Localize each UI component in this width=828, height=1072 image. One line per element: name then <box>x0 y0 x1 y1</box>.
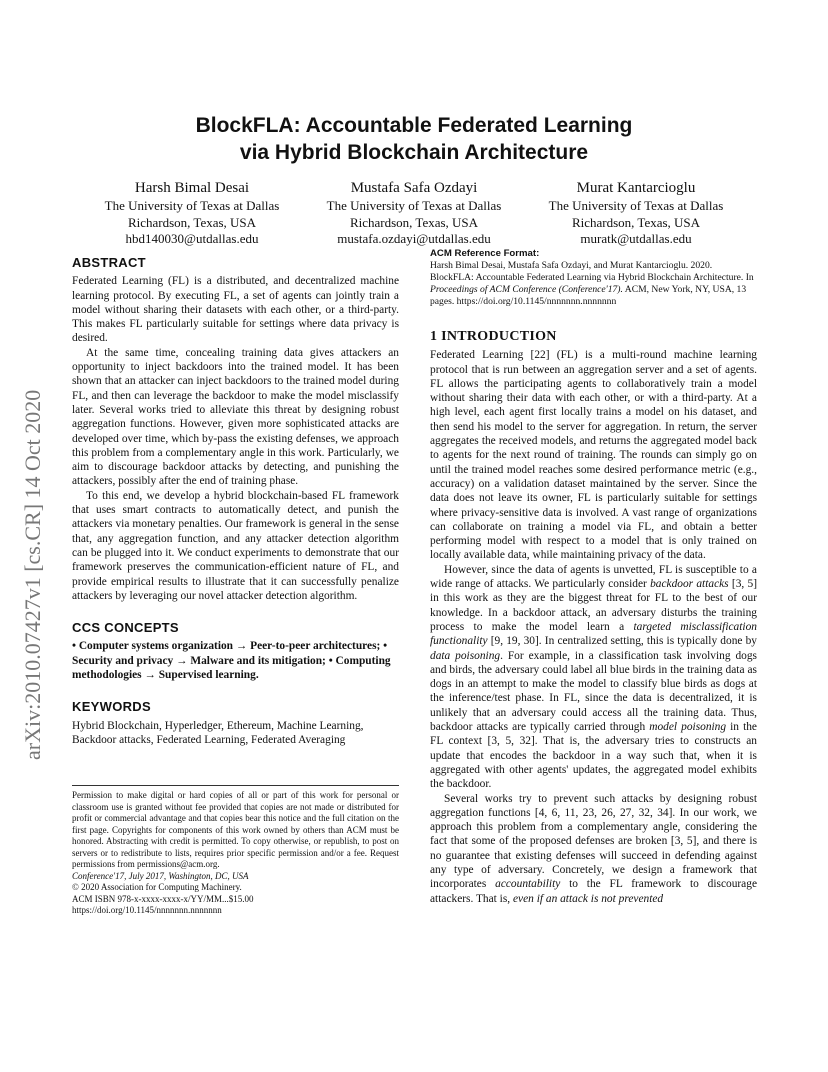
conference-info: Conference'17, July 2017, Washington, DC, USA <box>72 870 249 881</box>
isbn: ACM ISBN 978-x-xxxx-xxxx-x/YY/MM...$15.00 <box>72 893 254 904</box>
footnote <box>72 785 399 917</box>
abstract-heading: ABSTRACT <box>72 255 146 270</box>
abstract-paragraph-2: At the same time, concealing training data gives attackers an opportunity to inject backdoors into the trained model. It has been shown that an attacker can inject backdoors to the trained model during FL, and then can leverage the backdoor to make the model misclassify later. Several works tried to alleviate this threat by designing robust aggregation functions. However, given more sophisticated attacks are developed over time, which by-pass the existing defenses, we approach this problem from a complementary angle in this work. Particularly, we aim to discourage backdoor attacks by detecting, and punishing the attackers, possibly after the end of training phase. <box>72 346 399 488</box>
doi-link[interactable]: https://doi.org/10.1145/nnnnnnn.nnnnnnn <box>72 905 222 916</box>
author-3 <box>516 178 756 248</box>
intro-emphasis: even if an attack is not prevented <box>512 892 664 905</box>
keywords-list: Hybrid Blockchain, Hyperledger, Ethereum, Machine Learning, Backdoor attacks, Federated Learning, Federated Averaging <box>72 719 364 746</box>
copyright-notice: © 2020 Association for Computing Machinery. <box>72 882 242 893</box>
intro-text: to the FL framework to discourage attackers. That is, <box>430 878 757 905</box>
intro-text: . For example, in a classification task involving dogs and birds, the adversary could label all blue birds in the training data as dogs in an attempt to make the model to classify blue birds as dogs at the inference/test phase. In FL, since the data is decentralized, it is unlikely that an adversary could access all the training data. Thus, backdoor attacks are typically carried through <box>430 649 757 734</box>
author-affiliation: The University of Texas at Dallas <box>104 198 280 213</box>
author-affiliation: The University of Texas at Dallas <box>326 198 502 213</box>
right-column <box>430 248 757 906</box>
intro-emphasis: backdoor attacks <box>650 578 729 591</box>
reference-proceedings: Proceedings of ACM Conference (Conference'17). <box>430 284 623 295</box>
title-line-2: via Hybrid Blockchain Architecture <box>239 141 589 164</box>
left-column <box>72 256 399 917</box>
author-location: Richardson, Texas, USA <box>349 214 479 230</box>
author-email[interactable]: mustafa.ozdayi@utdallas.edu <box>337 231 491 246</box>
intro-paragraph-3 <box>430 792 757 906</box>
intro-paragraph-2 <box>430 563 757 792</box>
paper-title <box>0 112 828 166</box>
abstract-paragraph-1: Federated Learning (FL) is a distributed, and decentralized machine learning protocol. By executing FL, a set of agents can jointly train a model without sharing their datasets with each other, or a third-party. This makes FL particularly suitable for settings where data privacy is desired. <box>72 275 399 345</box>
author-1 <box>72 178 312 248</box>
title-line-1: BlockFLA: Accountable Federated Learning <box>195 114 633 137</box>
intro-text: in the FL context [3, 5, 32]. That is, the adversary tries to constructs an update that encodes the backdoor in a way such that, when it is aggregated with other agents' updates, the aggregated model exhibits the backdoor. <box>430 721 757 791</box>
intro-emphasis: model poisoning <box>649 721 727 734</box>
author-name: Harsh Bimal Desai <box>134 180 250 196</box>
intro-text: Several works try to prevent such attacks by designing robust aggregation functions [4, 6, 11, 23, 26, 27, 32, 34]. In our work, we approach this problem from a complementary angle, considering the fact that some of the proposed defenses are broken [3, 5], and there is no guarantee that existing defenses will succeed in defending against any type of adversary. Concretely, we design a framework that incorporates <box>430 792 757 891</box>
author-location: Richardson, Texas, USA <box>571 214 701 230</box>
author-2 <box>294 178 534 248</box>
intro-text: [9, 19, 30]. In centralized setting, this is typically done by <box>487 635 757 648</box>
author-location: Richardson, Texas, USA <box>127 214 257 230</box>
author-name: Mustafa Safa Ozdayi <box>350 180 478 196</box>
author-affiliation: The University of Texas at Dallas <box>548 198 724 213</box>
author-name: Murat Kantarcioglu <box>576 180 696 196</box>
arxiv-identifier: arXiv:2010.07427v1 [cs.CR] 14 Oct 2020 <box>20 389 45 760</box>
reference-text: ACM, New York, NY, USA, 13 pages. https://doi.org/10.1145/nnnnnnn.nnnnnnn <box>430 284 747 307</box>
introduction-heading: 1 INTRODUCTION <box>430 329 557 344</box>
footnote-divider <box>72 785 399 786</box>
intro-emphasis: targeted misclassification functionality <box>430 620 757 648</box>
intro-emphasis: data poisoning <box>430 649 501 662</box>
ccs-heading: CCS CONCEPTS <box>72 620 179 636</box>
intro-emphasis: accountability <box>495 878 561 891</box>
reference-format-heading: ACM Reference Format: <box>430 248 540 259</box>
reference-text: Harsh Bimal Desai, Mustafa Safa Ozdayi, and Murat Kantarcioglu. 2020. BlockFLA: Accountable Federated Learning via Hybrid Blockchain Architecture. In <box>430 260 754 283</box>
intro-paragraph-1: Federated Learning [22] (FL) is a multi-round machine learning protocol that is run between an aggregation server and a set of agents. FL allows the participating agents to collaboratively train a model without sharing their data with each other, or with a third-party. At a high level, each agent first locally trains a model on his dataset, and then send his model to the server for aggregation. In return, the server aggregates the received models, and returns the aggregated model back to agents for the next round of training. The rounds can simply go on until the trained model reaches some desired performance metric (e.g., accuracy) on a validation dataset maintained by the server. Since the data does not leave its owner, FL is particularly suitable for settings where privacy-sensitive data is involved. A vast range of organizations can collaborate on training a model via FL, and obtain a better performing model with respect to a model that is only trained on locally available data, while maintaining privacy of the data. <box>430 349 757 562</box>
permission-notice: Permission to make digital or hard copies of all or part of this work for personal or classroom use is granted without fee provided that copies are not made or distributed for profit or commercial advantage and that copies bear this notice and the full citation on the first page. Copyrights for components of this work owned by others than ACM must be honored. Abstracting with credit is permitted. To copy otherwise, or republish, to post on servers or to redistribute to lists, requires prior specific permission and/or a fee. Request permissions from permissions@acm.org. <box>72 790 399 870</box>
keywords-heading: KEYWORDS <box>72 699 151 715</box>
reference-format-text <box>430 260 757 308</box>
ccs-concepts: • Computer systems organization → Peer-to-peer architectures; • Security and privacy → Malware and its mitigation; • Computing methodologies → Supervised learning. <box>72 640 391 682</box>
abstract-paragraph-3: To this end, we develop a hybrid blockchain-based FL framework that uses smart contracts to automatically detect, and punish the attackers via monetary penalties. Our framework is general in the sense that, any aggregation function, and any attacker detection algorithm can be plugged into it. We conduct experiments to demonstrate that our framework preserves the communication-efficient nature of FL, and provide empirical results to illustrate that it can successfully penalize attackers by leveraging our novel attacker detection algorithm. <box>72 489 399 602</box>
author-email[interactable]: muratk@utdallas.edu <box>580 231 692 246</box>
intro-text: However, since the data of agents is unvetted, FL is susceptible to a wide range of attacks. We particularly consider <box>430 563 757 591</box>
author-email[interactable]: hbd140030@utdallas.edu <box>125 231 259 246</box>
intro-text: [3, 5] in this work as they are the biggest threat for FL to the best of our knowledge. In a backdoor attack, an adversary disturbs the training process to make the model learn a <box>430 578 757 633</box>
